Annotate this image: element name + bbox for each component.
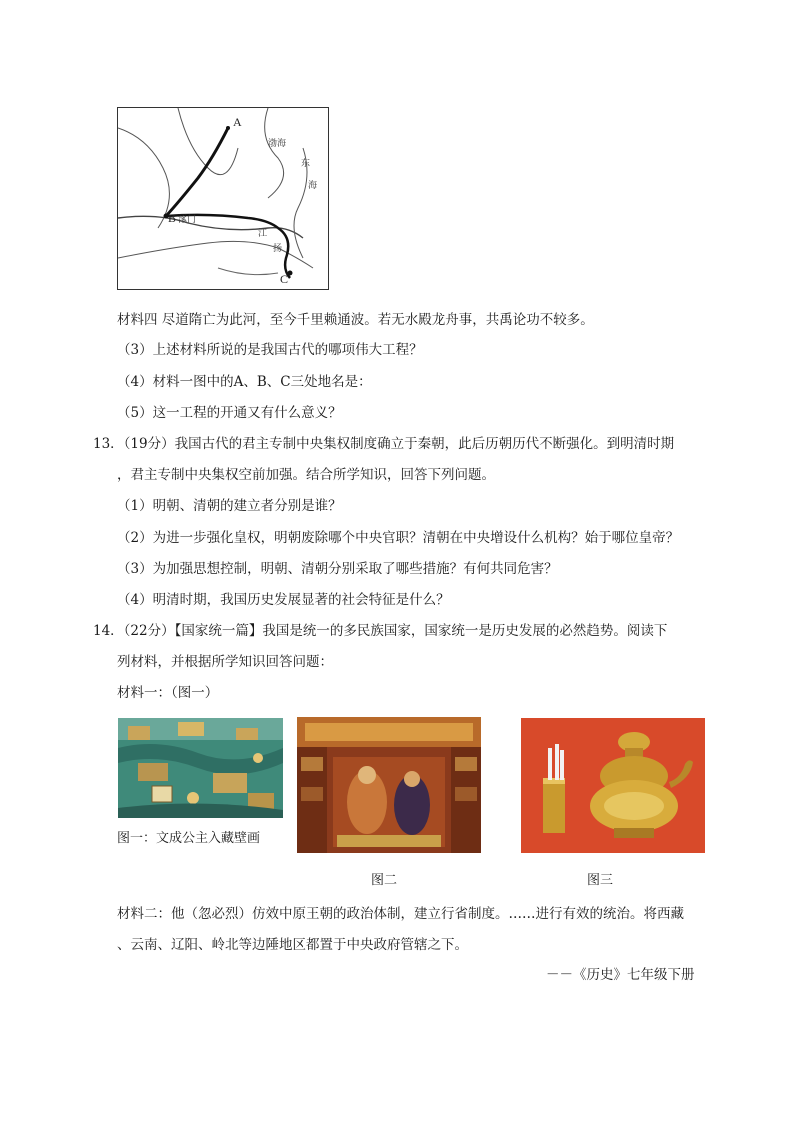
figure-one-caption: 图一：文成公主入藏壁画 <box>117 831 261 846</box>
map-label-b: B <box>168 211 177 225</box>
material-one-label: 材料一：（图一） <box>117 685 219 701</box>
q13-sub3: （3）为加强思想控制，明朝、清朝分别采取了哪些措施？有何共同危害？ <box>117 561 558 577</box>
figure-two-image <box>297 717 481 853</box>
map-label-hai: 海 <box>308 181 318 191</box>
map-label-a: A <box>233 115 242 129</box>
map-label-bohai: 渤海 <box>268 139 287 149</box>
q14-stem-line2: 列材料，并根据所学知识回答问题： <box>117 654 333 670</box>
q14-stem-line1: 14．（22分）【国家统一篇】我国是统一的多民族国家，国家统一是历史发展的必然趋势。阅读下 <box>93 623 668 639</box>
map-label-c: C <box>280 272 289 286</box>
grand-canal-map <box>117 107 329 290</box>
q13-stem-line1: 13．（19分）我国古代的君主专制中央集权制度确立于秦朝，此后历朝历代不断强化。到明清时期 <box>93 436 675 452</box>
material-source: －－《历史》七年级下册 <box>546 967 695 983</box>
figure-one-mural-image <box>118 718 283 818</box>
q13-stem-line2: ，君主专制中央集权空前加强。结合所学知识，回答下列问题。 <box>117 467 495 483</box>
q12-sub4: （4）材料一图中的A、B、C三处地名是： <box>117 374 372 390</box>
figure-two-caption: 图二 <box>371 873 398 888</box>
q13-sub2: （2）为进一步强化皇权，明朝废除哪个中央官职？清朝在中央增设什么机构？始于哪位皇帝？ <box>117 530 680 546</box>
map-label-jiang: 江 <box>258 229 268 239</box>
figure-three-image <box>521 718 705 853</box>
map-label-b-place: 涿门 <box>178 215 197 225</box>
material-four: 材料四 尽道隋亡为此河，至今千里赖通波。若无水殿龙舟事，共禹论功不较多。 <box>117 312 594 328</box>
figure-three-caption: 图三 <box>587 873 614 888</box>
q13-sub4: （4）明清时期，我国历史发展显著的社会特征是什么？ <box>117 592 450 608</box>
material-two-line2: 、云南、辽阳、岭北等边陲地区都置于中央政府管辖之下。 <box>117 937 468 953</box>
map-label-c-place: 扬 <box>273 244 283 254</box>
q13-sub1: （1）明朝、清朝的建立者分别是谁？ <box>117 498 342 514</box>
material-two-line1: 材料二：他（忽必烈）仿效中原王朝的政治体制，建立行省制度。……进行有效的统治。将西藏 <box>117 906 684 922</box>
q12-sub5: （5）这一工程的开通又有什么意义？ <box>117 405 342 421</box>
map-label-dong: 东 <box>301 159 311 169</box>
q12-sub3: （3）上述材料所说的是我国古代的哪项伟大工程？ <box>117 342 423 358</box>
